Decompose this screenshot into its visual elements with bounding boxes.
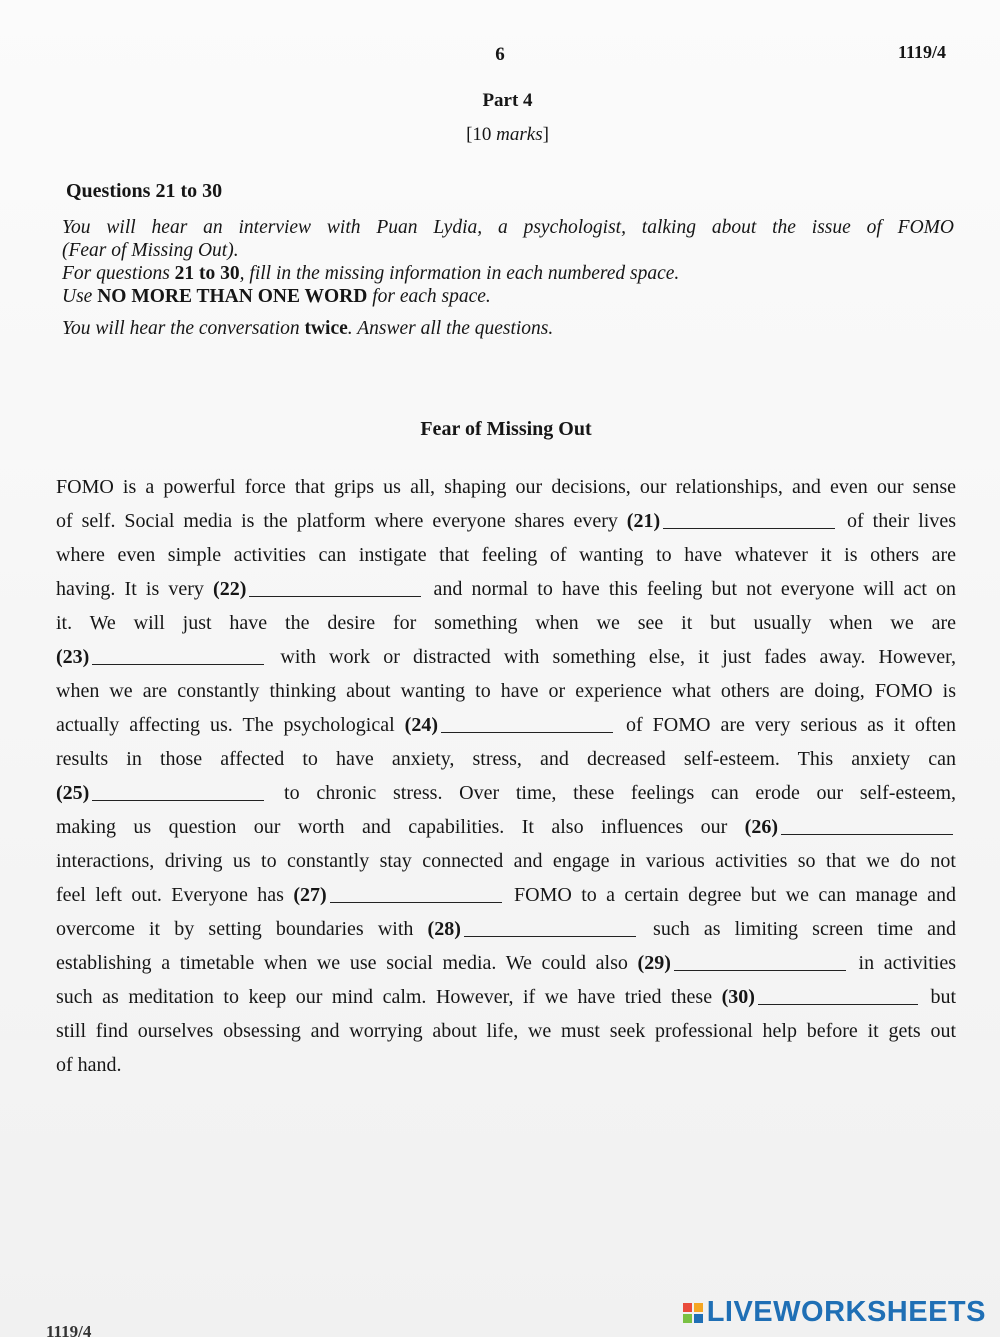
answer-blank-30[interactable] [758, 984, 918, 1005]
liveworksheets-logo-icon [683, 1303, 703, 1323]
page-number: 6 [495, 44, 505, 65]
logo-square [694, 1314, 703, 1323]
passage-line: feel left out. Everyone has (27) FOMO to a certain degree but we can manage and [56, 884, 956, 906]
passage-line: interactions, driving us to constantly stay connected and engage in various activities so that we do not [56, 850, 956, 872]
liveworksheets-logo[interactable] [683, 1296, 986, 1329]
passage [56, 470, 956, 1082]
question-number-23: (23) [56, 646, 90, 668]
passage-line: results in those affected to have anxiety, stress, and decreased self-esteem. This anxiety can [56, 748, 956, 770]
question-number-22: (22) [213, 578, 247, 600]
passage-line: of hand. [56, 1054, 122, 1076]
instruction-line-4: Use NO MORE THAN ONE WORD for each space. [62, 286, 491, 307]
question-number-25: (25) [56, 782, 90, 804]
passage-line: having. It is very (22) and normal to have this feeling but not everyone will act on [56, 578, 956, 600]
footer-paper-code: 1119/4 [46, 1322, 92, 1341]
question-number-29: (29) [637, 952, 671, 974]
logo-square [683, 1303, 692, 1312]
passage-line: making us question our worth and capabilities. It also influences our (26) [56, 810, 956, 844]
marks-label: [10 marks] [466, 124, 549, 145]
question-number-27: (27) [293, 884, 327, 906]
answer-blank-28[interactable] [464, 916, 636, 937]
question-number-28: (28) [427, 918, 461, 940]
question-number-26: (26) [744, 816, 778, 838]
logo-square [683, 1314, 692, 1323]
question-number-24: (24) [404, 714, 438, 736]
passage-line: it. We will just have the desire for something when we see it but usually when we are [56, 612, 956, 634]
passage-line: where even simple activities can instigate that feeling of wanting to have whatever it is others are [56, 544, 956, 566]
passage-line: (25) to chronic stress. Over time, these feelings can erode our self-esteem, [56, 782, 956, 804]
passage-line: when we are constantly thinking about wanting to have or experience what others are doing, FOMO is [56, 680, 956, 702]
answer-blank-27[interactable] [330, 882, 502, 903]
passage-line: FOMO is a powerful force that grips us all, shaping our decisions, our relationships, and even our sense [56, 476, 956, 498]
answer-blank-23[interactable] [92, 644, 264, 665]
passage-line: such as meditation to keep our mind calm. However, if we have tried these (30) but [56, 986, 956, 1008]
logo-square [694, 1303, 703, 1312]
passage-title: Fear of Missing Out [420, 418, 592, 440]
answer-blank-21[interactable] [663, 508, 835, 529]
question-number-21: (21) [626, 510, 661, 532]
instruction-line-2: (Fear of Missing Out). [62, 240, 239, 261]
answer-blank-24[interactable] [441, 712, 613, 733]
answer-blank-29[interactable] [674, 950, 846, 971]
passage-line: establishing a timetable when we use social media. We could also (29) in activities [56, 952, 956, 974]
passage-line: overcome it by setting boundaries with (28) such as limiting screen time and [56, 918, 956, 940]
part-title: Part 4 [482, 90, 533, 111]
liveworksheets-brand-text: LIVEWORKSHEETS [706, 1296, 986, 1328]
answer-blank-22[interactable] [249, 576, 421, 597]
passage-line: of self. Social media is the platform where everyone shares every (21) of their lives [56, 510, 956, 532]
instructions [62, 216, 954, 340]
paper-code: 1119/4 [897, 42, 946, 62]
passage-line: actually affecting us. The psychological (24) of FOMO are very serious as it often [56, 714, 956, 736]
questions-heading: Questions 21 to 30 [66, 180, 223, 202]
instruction-line-5: You will hear the conversation twice. Answer all the questions. [62, 318, 554, 339]
instruction-line-1: You will hear an interview with Puan Lydia, a psychologist, talking about the issue of FOMO [62, 217, 954, 238]
passage-line: still find ourselves obsessing and worrying about life, we must seek professional help before it gets out [56, 1020, 956, 1042]
passage-line: (23) with work or distracted with something else, it just fades away. However, [56, 646, 956, 668]
instruction-line-3: For questions 21 to 30, fill in the missing information in each numbered space. [62, 263, 680, 284]
answer-blank-26[interactable] [781, 814, 953, 835]
question-number-30: (30) [721, 986, 755, 1008]
answer-blank-25[interactable] [92, 780, 264, 801]
